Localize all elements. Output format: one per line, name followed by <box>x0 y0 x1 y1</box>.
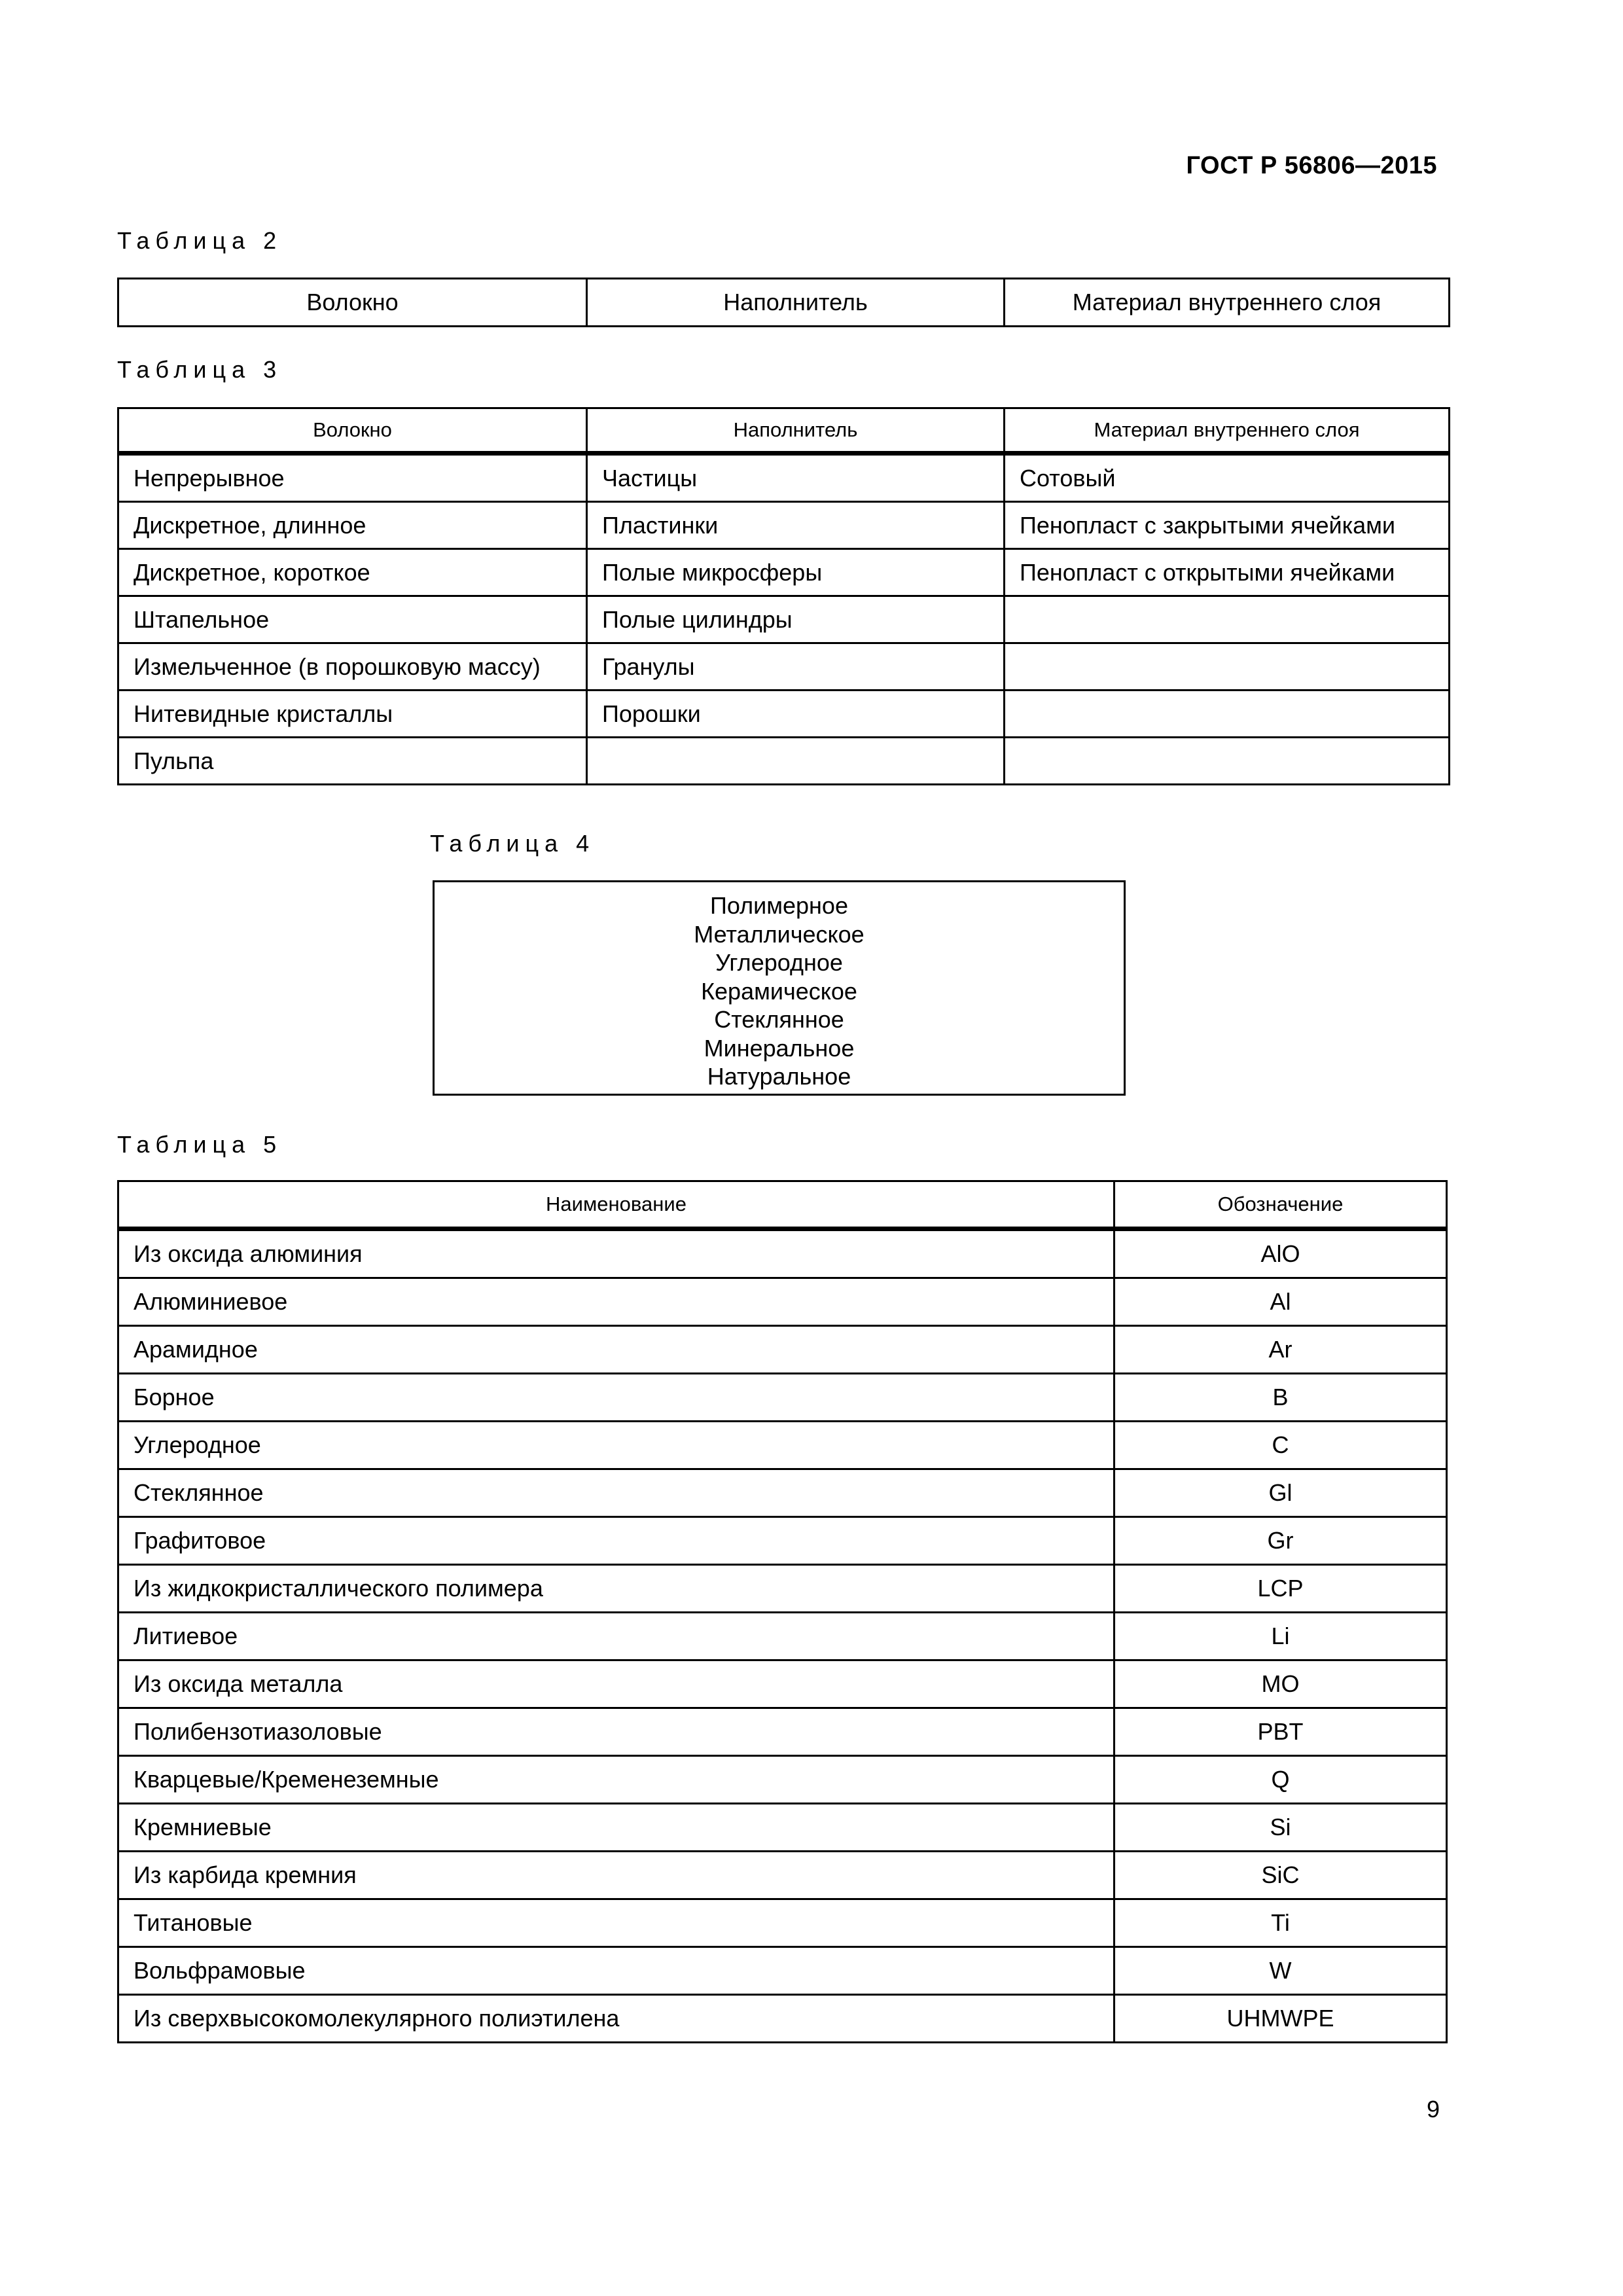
code-cell: SiC <box>1115 1852 1447 1899</box>
code-cell: Q <box>1115 1756 1447 1804</box>
name-cell: Кремниевые <box>118 1804 1115 1852</box>
page-number: 9 <box>1426 2096 1440 2123</box>
table-cell: Пенопласт с закрытыми ячейками <box>1005 502 1450 549</box>
code-cell: Ar <box>1115 1326 1447 1374</box>
name-cell: Полибензотиазоловые <box>118 1708 1115 1756</box>
name-cell: Кварцевые/Кременеземные <box>118 1756 1115 1804</box>
table3 <box>117 407 1450 785</box>
code-cell: AlO <box>1115 1229 1447 1278</box>
table-row <box>118 691 1450 738</box>
table3-caption: Таблица 3 <box>117 356 283 383</box>
list-item: Полимерное <box>710 892 848 919</box>
name-cell: Графитовое <box>118 1517 1115 1565</box>
table-row <box>118 1278 1447 1326</box>
table-row <box>118 502 1450 549</box>
table-row <box>118 1899 1447 1947</box>
code-cell: C <box>1115 1422 1447 1469</box>
table-cell: Пластинки <box>587 502 1005 549</box>
table-row <box>118 1756 1447 1804</box>
table-cell: Гранулы <box>587 643 1005 691</box>
table5-header-row <box>118 1181 1447 1229</box>
code-cell: Al <box>1115 1278 1447 1326</box>
table-row <box>118 1326 1447 1374</box>
code-cell: Gl <box>1115 1469 1447 1517</box>
table-row <box>118 1422 1447 1469</box>
table3-header-cell: Волокно <box>118 408 587 454</box>
table-row <box>118 1374 1447 1422</box>
name-cell: Литиевое <box>118 1613 1115 1660</box>
name-cell: Вольфрамовые <box>118 1947 1115 1995</box>
table-row <box>118 1804 1447 1852</box>
table-row <box>118 1565 1447 1613</box>
table-cell: Полые микросферы <box>587 549 1005 596</box>
list-item: Металлическое <box>694 920 865 948</box>
table-row <box>118 1995 1447 2043</box>
code-cell: Li <box>1115 1613 1447 1660</box>
table-cell: Дискретное, длинное <box>118 502 587 549</box>
name-cell: Из сверхвысокомолекулярного полиэтилена <box>118 1995 1115 2043</box>
table-row <box>118 1852 1447 1899</box>
table-cell: Нитевидные кристаллы <box>118 691 587 738</box>
name-cell: Борное <box>118 1374 1115 1422</box>
name-cell: Из жидкокристаллического полимера <box>118 1565 1115 1613</box>
name-cell: Из оксида алюминия <box>118 1229 1115 1278</box>
table2-header-cell: Волокно <box>118 279 587 327</box>
table-cell <box>1005 596 1450 643</box>
table-cell: Штапельное <box>118 596 587 643</box>
name-cell: Титановые <box>118 1899 1115 1947</box>
table-cell: Пульпа <box>118 738 587 785</box>
table2-caption: Таблица 2 <box>117 227 283 254</box>
table-row <box>118 1517 1447 1565</box>
table-cell: Сотовый <box>1005 454 1450 502</box>
table-cell <box>1005 643 1450 691</box>
table-row <box>118 1947 1447 1995</box>
table5-header-cell: Наименование <box>118 1181 1115 1229</box>
code-cell: MO <box>1115 1660 1447 1708</box>
table-row <box>118 1469 1447 1517</box>
table-cell: Измельченное (в порошковую массу) <box>118 643 587 691</box>
table-row <box>118 1708 1447 1756</box>
table-cell: Дискретное, короткое <box>118 549 587 596</box>
list-item: Минеральное <box>704 1034 855 1062</box>
table-cell: Порошки <box>587 691 1005 738</box>
table5-header-cell: Обозначение <box>1115 1181 1447 1229</box>
table-cell <box>1005 691 1450 738</box>
table-row <box>118 1613 1447 1660</box>
name-cell: Из карбида кремния <box>118 1852 1115 1899</box>
table-row <box>118 549 1450 596</box>
name-cell: Арамидное <box>118 1326 1115 1374</box>
table2 <box>117 278 1450 327</box>
code-cell: B <box>1115 1374 1447 1422</box>
code-cell: Gr <box>1115 1517 1447 1565</box>
table-row <box>118 454 1450 502</box>
table3-header-row <box>118 408 1450 454</box>
table3-header-cell: Материал внутреннего слоя <box>1005 408 1450 454</box>
table4-caption: Таблица 4 <box>430 830 596 857</box>
code-cell: W <box>1115 1947 1447 1995</box>
code-cell: LCP <box>1115 1565 1447 1613</box>
table-cell: Частицы <box>587 454 1005 502</box>
table-cell <box>587 738 1005 785</box>
list-item: Натуральное <box>707 1063 851 1090</box>
list-item: Керамическое <box>701 977 857 1005</box>
list-item: Углеродное <box>715 949 843 976</box>
table-cell: Пенопласт с открытыми ячейками <box>1005 549 1450 596</box>
name-cell: Алюминиевое <box>118 1278 1115 1326</box>
table-row <box>118 1229 1447 1278</box>
code-cell: Ti <box>1115 1899 1447 1947</box>
table2-header-cell: Наполнитель <box>587 279 1005 327</box>
code-cell: Si <box>1115 1804 1447 1852</box>
table5 <box>117 1180 1448 2043</box>
standard-designation: ГОСТ Р 56806—2015 <box>1186 152 1437 179</box>
table3-header-cell: Наполнитель <box>587 408 1005 454</box>
table-row <box>118 1660 1447 1708</box>
table-cell: Непрерывное <box>118 454 587 502</box>
table5-caption: Таблица 5 <box>117 1131 283 1158</box>
table-cell <box>1005 738 1450 785</box>
name-cell: Углеродное <box>118 1422 1115 1469</box>
code-cell: UHMWPE <box>1115 1995 1447 2043</box>
name-cell: Из оксида металла <box>118 1660 1115 1708</box>
table4 <box>433 880 1126 1096</box>
list-item: Стеклянное <box>714 1006 844 1033</box>
table2-header-row <box>118 279 1450 327</box>
table-row <box>118 738 1450 785</box>
table-row <box>118 596 1450 643</box>
table-cell: Полые цилиндры <box>587 596 1005 643</box>
name-cell: Стеклянное <box>118 1469 1115 1517</box>
code-cell: PBT <box>1115 1708 1447 1756</box>
table-row <box>118 643 1450 691</box>
table2-header-cell: Материал внутреннего слоя <box>1005 279 1450 327</box>
